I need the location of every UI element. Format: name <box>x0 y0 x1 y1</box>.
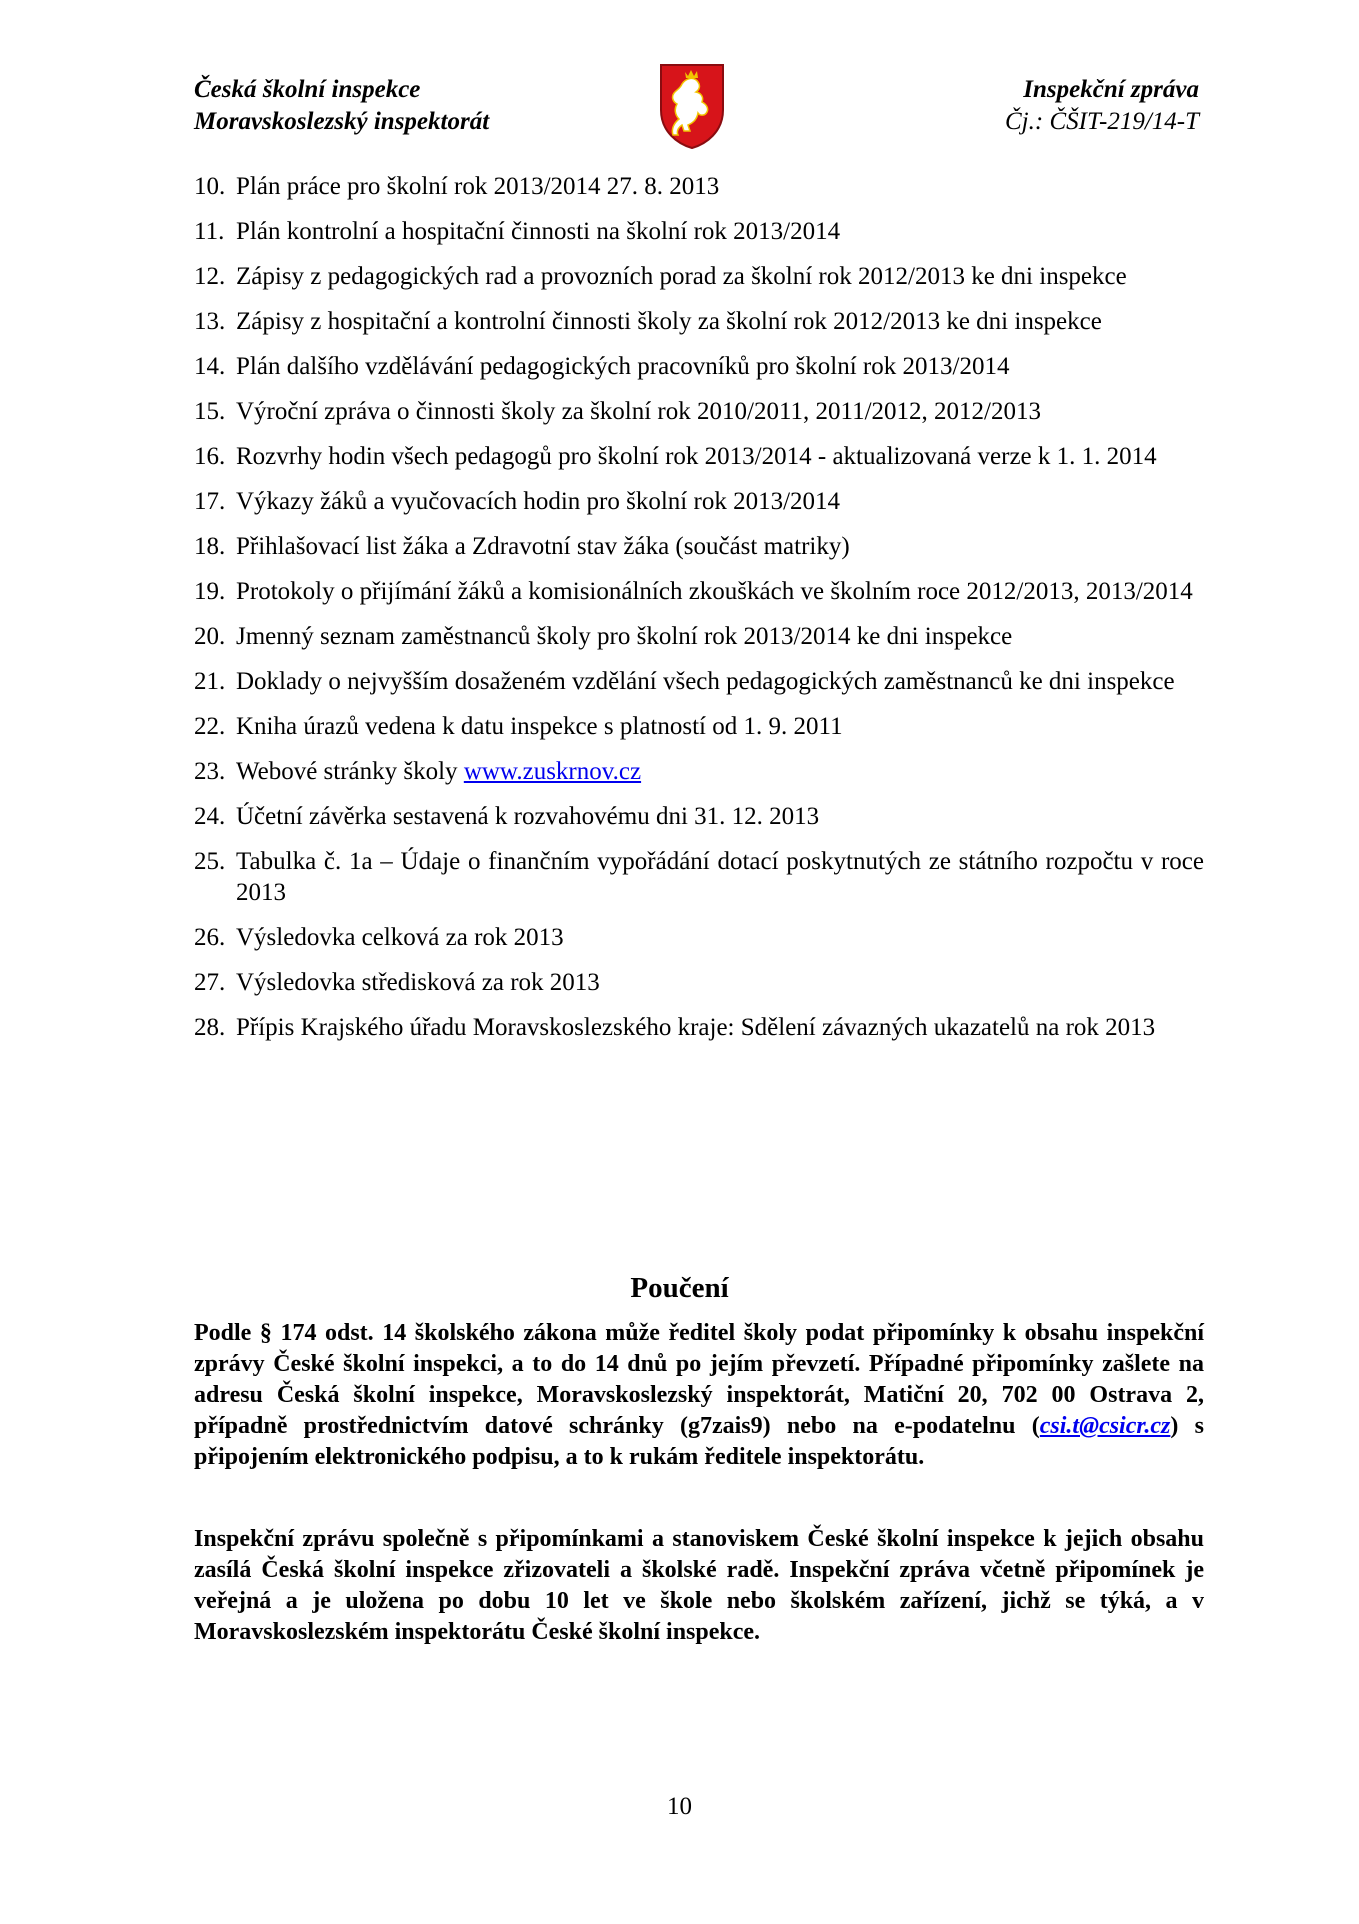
notice-paragraph-1: Podle § 174 odst. 14 školského zákona může ředitel školy podat připomínky k obsahu inspekční zprávy České školní inspekci, a to do 14 dnů po jejím převzetí. Případné připomínky zašlete na adresu Česká školní inspekce, Moravskoslezský inspektorát, Matiční 20, 702 00 Ostrava 2, případně prostřednictvím datové schránky (g7zais9) nebo na e-podatelnu (csi.t@csicr.cz) s připojením elektronického podpisu, a to k rukám ředitele inspektorátu. <box>194 1320 1204 1470</box>
list-item: 23. Webové stránky školy www.zuskrnov.cz <box>194 758 642 785</box>
notice-paragraph-2: Inspekční zprávu společně s připomínkami a stanoviskem České školní inspekce k jejich obsahu zasílá Česká školní inspekce zřizovateli a školské radě. Inspekční zpráva včetně připomínek je veřejná a je uložena po dobu 10 let ve škole nebo školském zařízení, jichž se týká, a v Moravskoslezském inspektorátu České školní inspekce. <box>194 1526 1204 1645</box>
list-item: 18. Přihlašovací list žáka a Zdravotní stav žáka (součást matriky) <box>194 533 850 560</box>
list-item: 15. Výroční zpráva o činnosti školy za školní rok 2010/2011, 2011/2012, 2012/2013 <box>194 398 1041 425</box>
header-organization <box>194 74 489 138</box>
czech-coat-of-arms-icon <box>658 62 726 150</box>
list-item: 27. Výsledovka středisková za rok 2013 <box>194 969 600 996</box>
list-item: 17. Výkazy žáků a vyučovacích hodin pro školní rok 2013/2014 <box>194 488 841 515</box>
page-number: 10 <box>667 1793 692 1820</box>
list-item: 28. Přípis Krajského úřadu Moravskoslezského kraje: Sdělení závazných ukazatelů na rok 2013 <box>194 1014 1156 1041</box>
list-item: 14. Plán dalšího vzdělávání pedagogických pracovníků pro školní rok 2013/2014 <box>194 353 1010 380</box>
report-reference: Čj.: ČŠIT-219/14-T <box>1005 108 1199 135</box>
list-item: 12. Zápisy z pedagogických rad a provozních porad za školní rok 2012/2013 ke dni inspekce <box>194 263 1127 290</box>
email-link[interactable]: csi.t@csicr.cz <box>1039 1413 1171 1439</box>
list-item: 26. Výsledovka celková za rok 2013 <box>194 924 564 951</box>
org-name: Česká školní inspekce <box>194 76 421 103</box>
list-item: 10. Plán práce pro školní rok 2013/2014 27. 8. 2013 <box>194 173 720 200</box>
list-item: 22. Kniha úrazů vedena k datu inspekce s platností od 1. 9. 2011 <box>194 713 843 740</box>
list-item: 25. Tabulka č. 1a – Údaje o finančním vypořádání dotací poskytnutých ze státního rozpočtu v roce 2013 <box>194 848 1204 906</box>
report-title: Inspekční zpráva <box>1023 76 1199 103</box>
list-item: 11. Plán kontrolní a hospitační činnosti na školní rok 2013/2014 <box>194 218 841 245</box>
org-unit: Moravskoslezský inspektorát <box>194 108 490 135</box>
list-item: 19. Protokoly o přijímání žáků a komisionálních zkouškách ve školním roce 2012/2013, 2013/2014 <box>194 578 1193 605</box>
list-item: 13. Zápisy z hospitační a kontrolní činnosti školy za školní rok 2012/2013 ke dni inspekce <box>194 308 1102 335</box>
list-item: 16. Rozvrhy hodin všech pedagogů pro školní rok 2013/2014 - aktualizovaná verze k 1. 1. 2014 <box>194 443 1157 470</box>
school-website-link[interactable]: www.zuskrnov.cz <box>463 758 642 785</box>
list-item: 24. Účetní závěrka sestavená k rozvahovému dni 31. 12. 2013 <box>194 803 820 830</box>
document-list <box>194 171 1204 1057</box>
header-report <box>1005 74 1199 138</box>
list-item: 20. Jmenný seznam zaměstnanců školy pro školní rok 2013/2014 ke dni inspekce <box>194 623 1013 650</box>
list-item: 21. Doklady o nejvyšším dosaženém vzdělání všech pedagogických zaměstnanců ke dni inspekce <box>194 668 1175 695</box>
section-heading: Poučení <box>630 1272 729 1304</box>
